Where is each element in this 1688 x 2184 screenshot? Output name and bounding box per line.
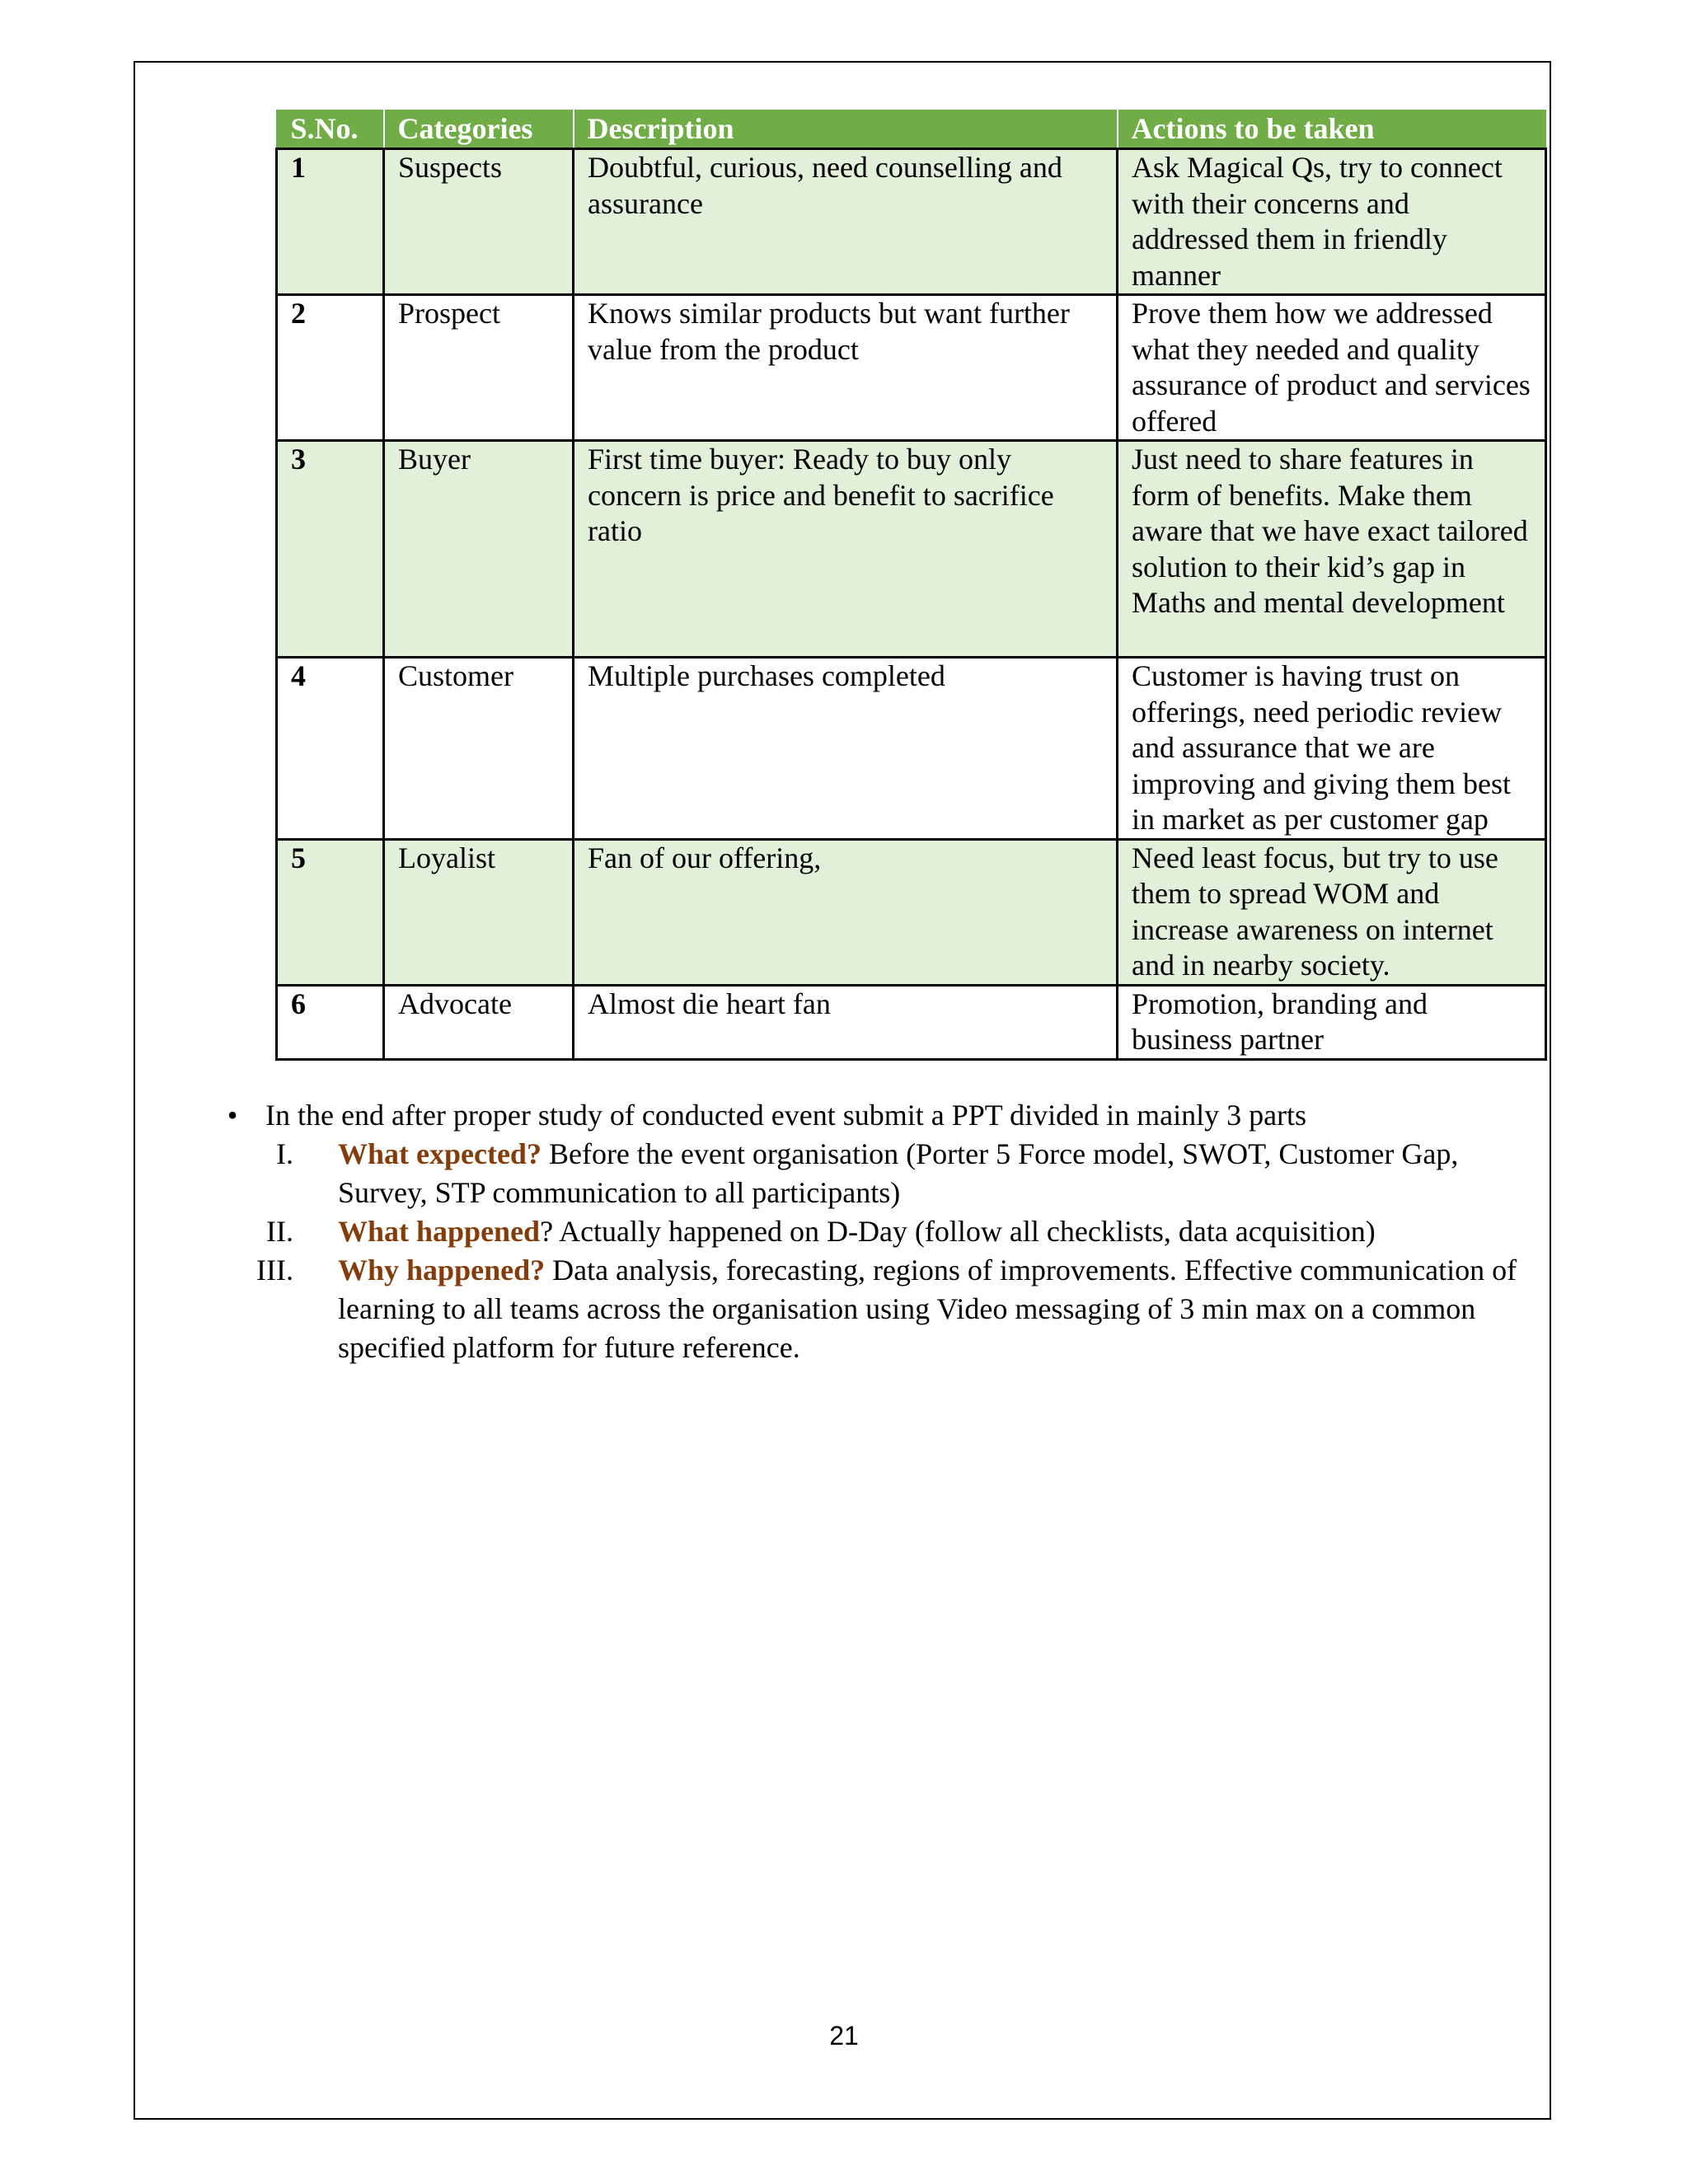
list-item bbox=[216, 1212, 1535, 1251]
cell-sno: 2 bbox=[277, 295, 384, 441]
cell-sno: 5 bbox=[277, 839, 384, 985]
cell-category: Advocate bbox=[384, 985, 574, 1059]
cell-description: Knows similar products but want further value from the product bbox=[574, 295, 1118, 441]
cell-description: Fan of our offering, bbox=[574, 839, 1118, 985]
ppt-instructions bbox=[216, 1096, 1535, 1367]
cell-sno: 3 bbox=[277, 441, 384, 658]
item-text: Before the event organisation (Porter 5 Force model, SWOT, Customer Gap, Survey, STP communication to all participants) bbox=[338, 1137, 1459, 1209]
cell-category: Loyalist bbox=[384, 839, 574, 985]
highlight-term: What happened bbox=[338, 1215, 541, 1248]
header-categories: Categories bbox=[384, 110, 574, 149]
cell-action: Need least focus, but try to use them to spread WOM and increase awareness on internet and in nearby society. bbox=[1118, 839, 1546, 985]
cell-action: Just need to share features in form of benefits. Make them aware that we have exact tailored solution to their kid’s gap in Maths and mental development bbox=[1118, 441, 1546, 658]
cell-description: Almost die heart fan bbox=[574, 985, 1118, 1059]
cell-action: Promotion, branding and business partner bbox=[1118, 985, 1546, 1059]
header-sno: S.No. bbox=[277, 110, 384, 149]
cell-category: Prospect bbox=[384, 295, 574, 441]
table-row bbox=[277, 658, 1546, 840]
cell-category: Customer bbox=[384, 658, 574, 840]
cell-sno: 6 bbox=[277, 985, 384, 1059]
item-text: Data analysis, forecasting, regions of improvements. Effective communication of learning to all teams across the organisation using Video messaging of 3 min max on a common specified platform for future reference. bbox=[338, 1254, 1517, 1364]
table-row bbox=[277, 839, 1546, 985]
item-text: ? Actually happened on D-Day (follow all checklists, data acquisition) bbox=[540, 1215, 1376, 1248]
bullet-dot-icon: • bbox=[227, 1099, 238, 1132]
table-row bbox=[277, 441, 1546, 658]
roman-numeral: III. bbox=[256, 1254, 293, 1286]
cell-category: Buyer bbox=[384, 441, 574, 658]
list-item bbox=[216, 1135, 1535, 1212]
list-item bbox=[216, 1251, 1535, 1367]
customer-category-table bbox=[275, 110, 1547, 1061]
table-row bbox=[277, 985, 1546, 1059]
header-description: Description bbox=[574, 110, 1118, 149]
highlight-term: What expected? bbox=[338, 1137, 542, 1170]
cell-description: Multiple purchases completed bbox=[574, 658, 1118, 840]
cell-description: Doubtful, curious, need counselling and assurance bbox=[574, 149, 1118, 295]
cell-description: First time buyer: Ready to buy only concern is price and benefit to sacrifice ratio bbox=[574, 441, 1118, 658]
roman-numeral: I. bbox=[276, 1137, 293, 1170]
page-number: 21 bbox=[829, 2021, 859, 2050]
bullet-item bbox=[216, 1096, 1535, 1135]
cell-action: Ask Magical Qs, try to connect with their concerns and addressed them in friendly manner bbox=[1118, 149, 1546, 295]
cell-sno: 1 bbox=[277, 149, 384, 295]
table-header-row bbox=[277, 110, 1546, 149]
cell-category: Suspects bbox=[384, 149, 574, 295]
cell-sno: 4 bbox=[277, 658, 384, 840]
bullet-text: In the end after proper study of conducted event submit a PPT divided in mainly 3 parts bbox=[265, 1099, 1307, 1132]
table-row bbox=[277, 149, 1546, 295]
ppt-parts-list bbox=[216, 1135, 1535, 1367]
table-row bbox=[277, 295, 1546, 441]
header-actions: Actions to be taken bbox=[1118, 110, 1546, 149]
roman-numeral: II. bbox=[266, 1215, 293, 1248]
cell-action: Prove them how we addressed what they needed and quality assurance of product and services offered bbox=[1118, 295, 1546, 441]
highlight-term: Why happened? bbox=[338, 1254, 546, 1286]
cell-action: Customer is having trust on offerings, need periodic review and assurance that we are improving and giving them best in market as per customer gap bbox=[1118, 658, 1546, 840]
